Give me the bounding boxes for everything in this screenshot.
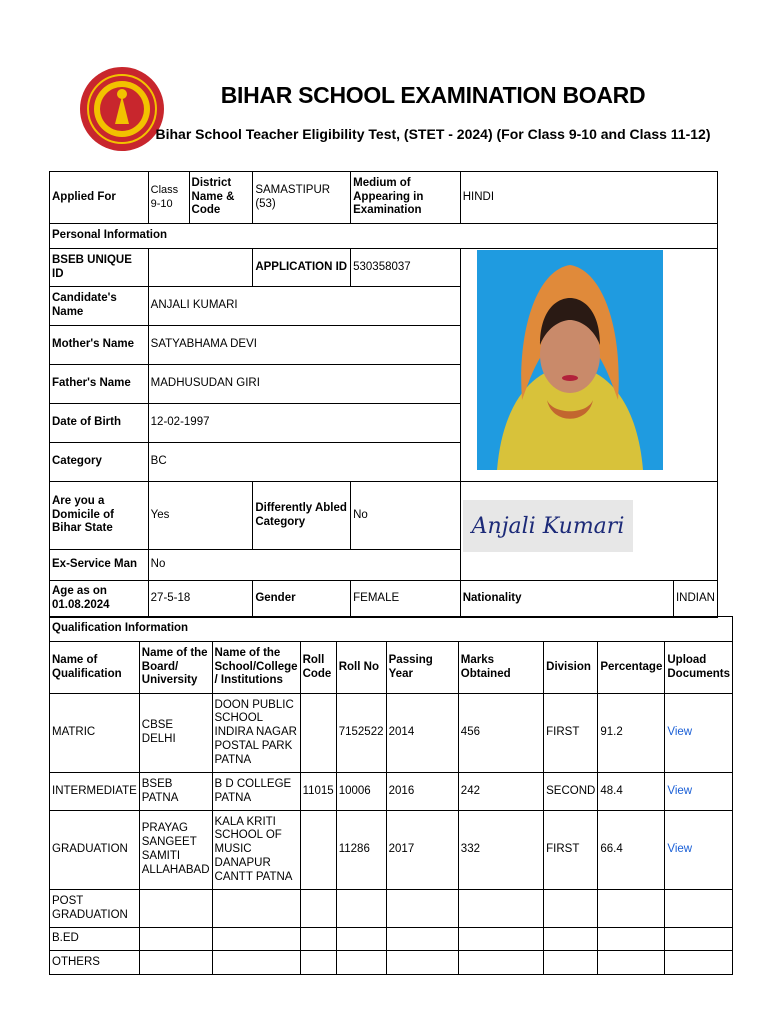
qualification-cell: MATRIC (50, 694, 140, 773)
age-value: 27-5-18 (148, 581, 253, 618)
col-header: Roll No (336, 642, 386, 694)
differently-abled-label: Differently Abled Category (253, 482, 351, 550)
percentage-cell: 66.4 (598, 811, 665, 890)
personal-info-heading: Personal Information (50, 224, 718, 249)
candidate-name-value: ANJALI KUMARI (148, 287, 460, 326)
application-id-value: 530358037 (351, 249, 461, 287)
page-title: BIHAR SCHOOL EXAMINATION BOARD (220, 82, 646, 108)
roll-code-cell: 11015 (300, 773, 336, 811)
district-value: SAMASTIPUR (53) (253, 172, 351, 224)
marks-cell (458, 928, 543, 951)
institution-cell: KALA KRITI SCHOOL OF MUSIC DANAPUR CANTT PATNA (212, 811, 300, 890)
nationality-value: INDIAN (673, 581, 717, 618)
institution-cell: B D COLLEGE PATNA (212, 773, 300, 811)
age-label: Age as on 01.08.2024 (50, 581, 149, 618)
qualification-cell: B.ED (50, 928, 140, 951)
applied-for-label: Applied For (50, 172, 149, 224)
roll-code-cell (300, 811, 336, 890)
division-cell (544, 928, 598, 951)
roll-no-cell: 7152522 (336, 694, 386, 773)
marks-cell: 242 (458, 773, 543, 811)
ex-service-value: No (148, 550, 460, 581)
view-document-link[interactable]: View (665, 694, 733, 773)
percentage-cell: 48.4 (598, 773, 665, 811)
passing-year-cell: 2017 (386, 811, 458, 890)
col-header: Division (544, 642, 598, 694)
marks-cell: 456 (458, 694, 543, 773)
qualification-cell: INTERMEDIATE (50, 773, 140, 811)
table-row (50, 811, 733, 890)
board-cell (139, 951, 212, 975)
division-cell (544, 890, 598, 928)
table-row (50, 773, 733, 811)
unique-id-value (148, 249, 253, 287)
roll-no-cell (336, 890, 386, 928)
division-cell: SECOND (544, 773, 598, 811)
candidate-signature: Anjali Kumari (463, 500, 633, 552)
upload-cell (665, 890, 733, 928)
qualification-heading: Qualification Information (50, 617, 733, 642)
passing-year-cell (386, 951, 458, 975)
differently-abled-value: No (351, 482, 461, 550)
medium-label: Medium of Appearing in Examination (351, 172, 461, 224)
division-cell: FIRST (544, 811, 598, 890)
percentage-cell (598, 890, 665, 928)
page-subtitle: Bihar School Teacher Eligibility Test, (STET - 2024) (For Class 9-10 and Class 11-12) (155, 126, 711, 142)
father-name-label: Father's Name (50, 365, 149, 404)
passing-year-cell: 2014 (386, 694, 458, 773)
col-header: Name of the Board/ University (139, 642, 212, 694)
col-header: Upload Documents (665, 642, 733, 694)
roll-code-cell (300, 694, 336, 773)
board-cell: BSEB PATNA (139, 773, 212, 811)
roll-no-cell (336, 951, 386, 975)
roll-no-cell (336, 928, 386, 951)
col-header: Roll Code (300, 642, 336, 694)
percentage-cell (598, 951, 665, 975)
upload-cell (665, 928, 733, 951)
father-name-value: MADHUSUDAN GIRI (148, 365, 460, 404)
qualification-header-row (50, 642, 733, 694)
category-label: Category (50, 443, 149, 482)
roll-code-cell (300, 928, 336, 951)
domicile-label: Are you a Domicile of Bihar State (50, 482, 149, 550)
col-header: Name of the School/College / Institutions (212, 642, 300, 694)
institution-cell: DOON PUBLIC SCHOOL INDIRA NAGAR POSTAL PARK PATNA (212, 694, 300, 773)
col-header: Percentage (598, 642, 665, 694)
gender-value: FEMALE (351, 581, 461, 618)
col-header: Name of Qualification (50, 642, 140, 694)
marks-cell (458, 951, 543, 975)
domicile-value: Yes (148, 482, 253, 550)
table-row (50, 951, 733, 975)
passing-year-cell: 2016 (386, 773, 458, 811)
board-cell (139, 928, 212, 951)
institution-cell (212, 890, 300, 928)
medium-value: HINDI (460, 172, 717, 224)
application-id-label: APPLICATION ID (253, 249, 351, 287)
percentage-cell: 91.2 (598, 694, 665, 773)
board-cell (139, 890, 212, 928)
col-header: Marks Obtained (458, 642, 543, 694)
roll-no-cell: 10006 (336, 773, 386, 811)
roll-code-cell (300, 890, 336, 928)
candidate-photo (477, 250, 663, 470)
roll-code-cell (300, 951, 336, 975)
upload-cell (665, 951, 733, 975)
table-row (50, 694, 733, 773)
qualification-table (49, 616, 733, 975)
institution-cell (212, 928, 300, 951)
gender-label: Gender (253, 581, 351, 618)
marks-cell (458, 890, 543, 928)
mother-name-label: Mother's Name (50, 326, 149, 365)
table-row (50, 928, 733, 951)
board-cell: CBSE DELHI (139, 694, 212, 773)
marks-cell: 332 (458, 811, 543, 890)
candidate-name-label: Candidate's Name (50, 287, 149, 326)
category-value: BC (148, 443, 460, 482)
col-header: Passing Year (386, 642, 458, 694)
division-cell (544, 951, 598, 975)
passing-year-cell (386, 928, 458, 951)
percentage-cell (598, 928, 665, 951)
dob-value: 12-02-1997 (148, 404, 460, 443)
table-row (50, 890, 733, 928)
roll-no-cell: 11286 (336, 811, 386, 890)
qualification-cell: GRADUATION (50, 811, 140, 890)
applied-for-value: Class 9-10 (148, 172, 189, 224)
institution-cell (212, 951, 300, 975)
district-label: District Name & Code (189, 172, 253, 224)
nationality-label: Nationality (460, 581, 673, 618)
view-document-link[interactable]: View (665, 773, 733, 811)
qualification-cell: OTHERS (50, 951, 140, 975)
passing-year-cell (386, 890, 458, 928)
qualification-cell: POST GRADUATION (50, 890, 140, 928)
board-cell: PRAYAG SANGEET SAMITI ALLAHABAD (139, 811, 212, 890)
ex-service-label: Ex-Service Man (50, 550, 149, 581)
mother-name-value: SATYABHAMA DEVI (148, 326, 460, 365)
division-cell: FIRST (544, 694, 598, 773)
dob-label: Date of Birth (50, 404, 149, 443)
view-document-link[interactable]: View (665, 811, 733, 890)
unique-id-label: BSEB UNIQUE ID (50, 249, 149, 287)
candidate-photo-illustration (477, 250, 663, 470)
